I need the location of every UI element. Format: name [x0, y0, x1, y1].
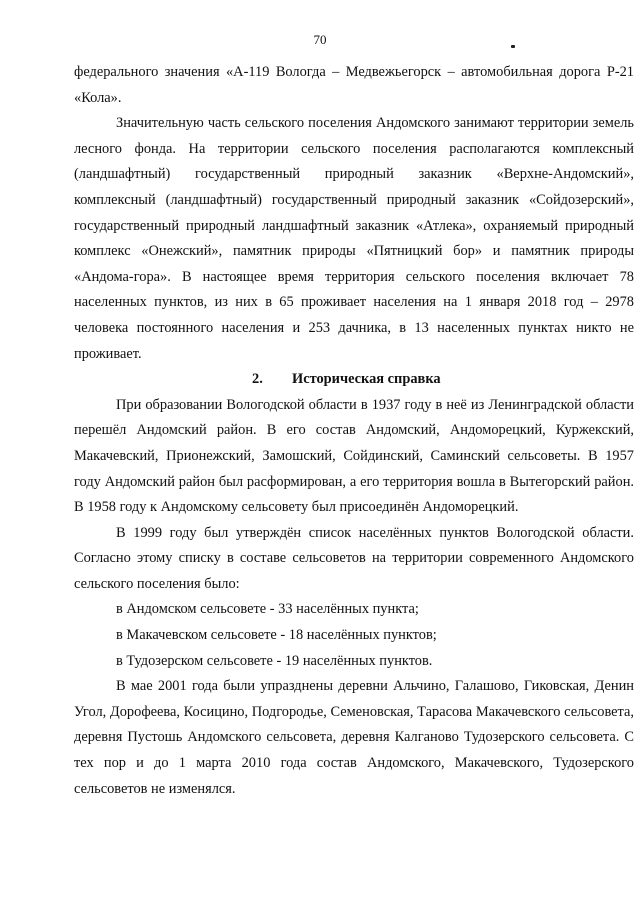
list-item: в Андомском сельсовете - 33 населённых пункта;: [116, 601, 419, 618]
paragraph-history-1999: В 1999 году был утверждён список населённых пунктов Вологодской области. Согласно этому списку в составе сельсоветов на территории современного Андомского сельского поселения было:: [74, 524, 634, 592]
list-item: в Тудозерском сельсовете - 19 населённых пунктов.: [116, 652, 433, 669]
document-body: [74, 60, 634, 802]
section-heading: [74, 367, 634, 393]
paragraph-forest-fund: Значительную часть сельского поселения Андомского занимают территории земель лесного фонда. На территории сельского поселения располагаются комплексный (ландшафтный) государственный природный заказник «Верхне-Андомский», комплексный (ландшафтный) государственный природный заказник «Сойдозерский», государственный природный ландшафтный заказник «Атлека», охраняемый природный комплекс «Онежский», памятник природы «Пятницкий бор» и памятник природы «Андома-гора». В настоящее время территория сельского поселения включает 78 населенных пунктов, из них в 65 проживает населения на 1 января 2018 год – 2978 человека постоянного населения и 253 дачника, в 13 населенных пунктах никто не проживает.: [74, 115, 634, 362]
section-title: Историческая справка: [292, 371, 441, 388]
paragraph-history-1937: При образовании Вологодской области в 1937 году в неё из Ленинградской области перешёл Андомский район. В его состав Андомский, Андоморецкий, Куржекский, Макачевский, Прионежский, Замошский, Сойдинский, Саминский сельсоветы. В 1957 году Андомский район был расформирован, а его территория вошла в Вытегорский район. В 1958 году к Андомскому сельсовету был присоединён Андоморецкий.: [74, 396, 634, 516]
page-number: 70: [313, 32, 327, 47]
list-item: в Макачевском сельсовете - 18 населённых пунктов;: [116, 627, 437, 644]
paragraph-continuation: федерального значения «А-119 Вологда – Медвежьегорск – автомобильная дорога Р-21 «Кола».: [74, 64, 634, 106]
scan-speck: [511, 45, 515, 48]
section-number: 2.: [252, 371, 263, 388]
paragraph-history-2001: В мае 2001 года были упразднены деревни Альчино, Галашово, Гиковская, Денин Угол, Дорофеева, Косицино, Подгородье, Семеновская, Тарасова Макачевского сельсовета, деревня Пустошь Андомского сельсовета, деревня Калганово Тудозерского сельсовета. С тех пор и до 1 марта 2010 года состав Андомского, Макачевского, Тудозерского сельсоветов не изменялся.: [74, 678, 634, 797]
